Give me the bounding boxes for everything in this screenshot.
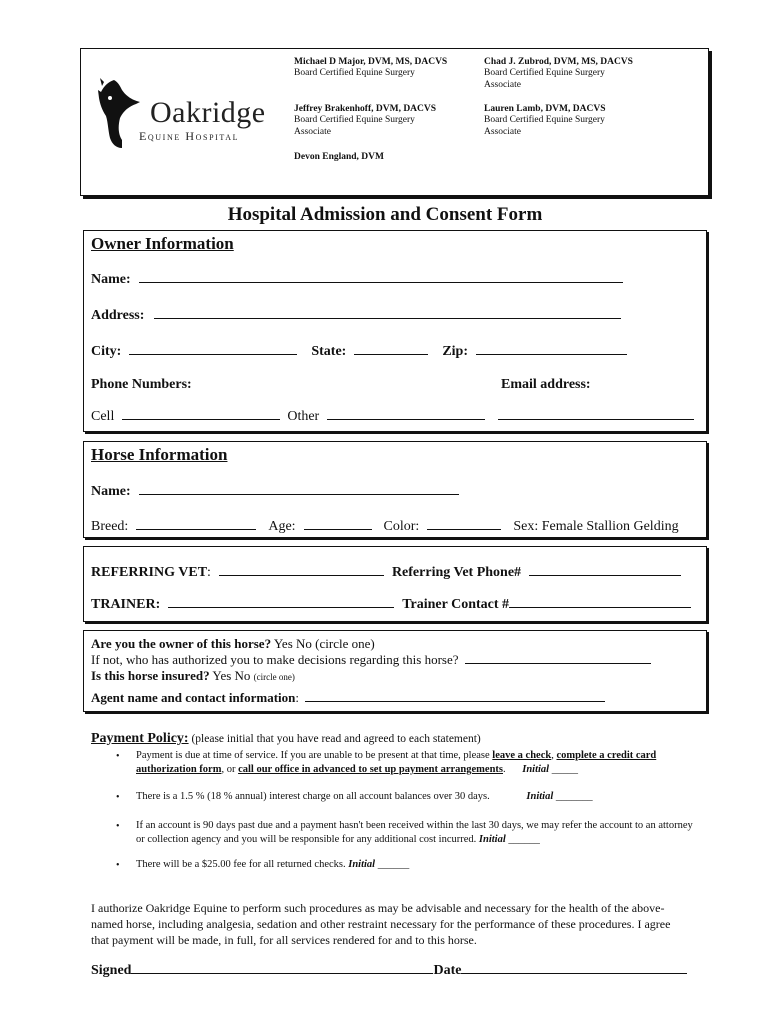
doctor-title: Board Certified Equine Surgery [294,115,415,125]
agent-label: Agent name and contact information [91,690,296,705]
signature-field[interactable] [131,961,433,974]
circle-one-note: (circle one) [253,672,295,682]
initial-label: Initial [522,764,552,775]
doctor-title: Board Certified Equine Surgery [484,68,605,78]
doctor-name: Michael D Major, DVM, MS, DACVS [294,57,448,67]
bullet-icon: • [116,751,120,762]
initial-field[interactable]: ______ [508,834,540,845]
email-label: Email address: [501,377,591,392]
payment-item-end: . [503,764,506,775]
owner-name-field[interactable] [139,270,623,283]
color-field[interactable] [427,517,501,530]
doctor-name: Chad J. Zubrod, DVM, MS, DACVS [484,57,633,67]
doctor-entry [484,57,633,91]
doctor-entry [484,104,606,138]
agent-field[interactable] [305,691,605,702]
payment-policy-intro: (please initial that you have read and agreed to each statement) [188,733,481,745]
owner-heading: Owner Information [91,234,234,253]
owner-city-row [91,342,627,360]
payment-policy-header [91,729,481,747]
initial-field[interactable]: _______ [555,791,593,802]
doctor-role: Associate [294,127,331,137]
insured-question [91,668,295,684]
payment-item [136,790,593,804]
authorization-statement: I authorize Oakridge Equine to perform such procedures as may be advisable and necessary for the health of the above-named horse, including analgesia, sedation and other restraint necessary for the performance of these procedures. I agree that payment will be made, in full, for all services rendered for and to this horse. [91,901,671,947]
date-label: Date [433,963,462,978]
referring-vet-field[interactable] [219,563,384,576]
cell-phone-field[interactable] [122,407,280,420]
owner-name-label: Name: [91,272,131,287]
owner-question-options[interactable]: Yes No (circle one) [271,636,375,651]
bullet-icon: • [116,821,120,832]
referring-vet-colon: : [207,565,211,580]
referring-vet-row [91,563,681,581]
initial-field[interactable]: _____ [551,764,578,775]
owner-city-label: City: [91,344,122,359]
horse-details-row [91,517,679,535]
owner-state-label: State: [311,344,347,359]
payment-item [136,819,696,847]
referring-vet-phone-label: Referring Vet Phone# [391,565,522,580]
agent-row [91,690,605,706]
call-office-option: call our office in advanced to set up payment arrangements [238,764,503,775]
doctor-name: Devon England, DVM [294,152,384,162]
breed-field[interactable] [136,517,256,530]
age-label: Age: [268,519,296,534]
payment-item-text: Payment is due at time of service. If you are unable to be present at that time, please [136,750,493,761]
date-field[interactable] [461,961,687,974]
authorized-question [91,652,651,668]
owner-question-label: Are you the owner of this horse? [91,636,272,651]
other-label: Other [287,409,320,424]
age-field[interactable] [304,517,372,530]
leave-check-option: leave a check [492,750,552,761]
referring-vet-phone-field[interactable] [529,563,681,576]
authorized-question-label: If not, who has authorized you to make decisions regarding this horse? [91,652,459,667]
owner-question [91,636,375,652]
owner-address-field[interactable] [154,306,621,319]
initial-label: Initial [526,791,556,802]
doctor-title: Board Certified Equine Surgery [484,115,605,125]
trainer-contact-label: Trainer Contact # [402,597,510,612]
horse-name-field[interactable] [139,482,459,495]
owner-zip-label: Zip: [442,344,469,359]
other-phone-field[interactable] [327,407,485,420]
email-field[interactable] [498,407,694,420]
horse-name-row [91,482,459,500]
doctor-entry [294,104,436,138]
initial-label: Initial [478,834,509,845]
referring-vet-label: REFERRING VET [91,565,208,580]
payment-item-separator: , [551,750,557,761]
doctor-entry [294,152,384,162]
payment-item-text: There is a 1.5 % (18 % annual) interest charge on all account balances over 30 days. [136,791,490,802]
owner-phone-row [91,407,485,425]
owner-city-field[interactable] [129,342,297,355]
form-title: Hospital Admission and Consent Form [227,204,543,225]
insured-question-options[interactable]: Yes No [209,668,254,683]
horse-head-icon [96,78,142,150]
doctor-role: Associate [484,80,521,90]
logo-subtitle: Equine Hospital [139,129,240,143]
payment-policy-heading: Payment Policy: [91,731,189,746]
logo-wordmark: Oakridge [150,96,266,129]
owner-name-row [91,270,623,288]
owner-zip-field[interactable] [476,342,627,355]
initial-field[interactable]: ______ [377,859,410,870]
trainer-row [91,595,691,613]
doctor-entry [294,57,447,79]
bullet-icon: • [116,860,120,871]
doctor-name: Lauren Lamb, DVM, DACVS [484,104,606,114]
payment-item-text: If an account is 90 days past due and a payment hasn't been received within the last 30 days, we may refer the account to an attorney or collection agency and you will be responsible for any additional cost incurred. [136,820,693,845]
owner-section [83,230,707,432]
signature-row [91,961,687,979]
payment-item-text: There will be a $25.00 fee for all returned checks. [136,859,349,870]
initial-label: Initial [348,859,378,870]
payment-item-or: , or [221,764,239,775]
signed-label: Signed [91,963,132,978]
trainer-contact-field[interactable] [509,595,691,608]
horse-name-label: Name: [91,484,131,499]
doctor-title: Board Certified Equine Surgery [294,68,415,78]
authorized-person-field[interactable] [465,653,651,664]
doctor-role: Associate [484,127,521,137]
payment-item [136,858,409,872]
credit-card-option: complete a credit card authorization form [136,750,657,775]
owner-address-label: Address: [91,308,145,323]
trainer-label: TRAINER: [91,597,161,612]
owner-address-row [91,306,621,324]
sex-options[interactable]: Sex: Female Stallion Gelding [513,519,679,534]
color-label: Color: [383,519,420,534]
payment-item [136,749,706,777]
agent-colon: : [295,690,300,705]
insured-question-label: Is this horse insured? [91,668,210,683]
bullet-icon: • [116,792,120,803]
trainer-field[interactable] [168,595,394,608]
owner-state-field[interactable] [354,342,428,355]
phone-numbers-label: Phone Numbers: [91,377,192,392]
cell-label: Cell [91,409,115,424]
horse-heading: Horse Information [91,445,228,464]
breed-label: Breed: [91,519,129,534]
doctor-name: Jeffrey Brakenhoff, DVM, DACVS [294,104,437,114]
